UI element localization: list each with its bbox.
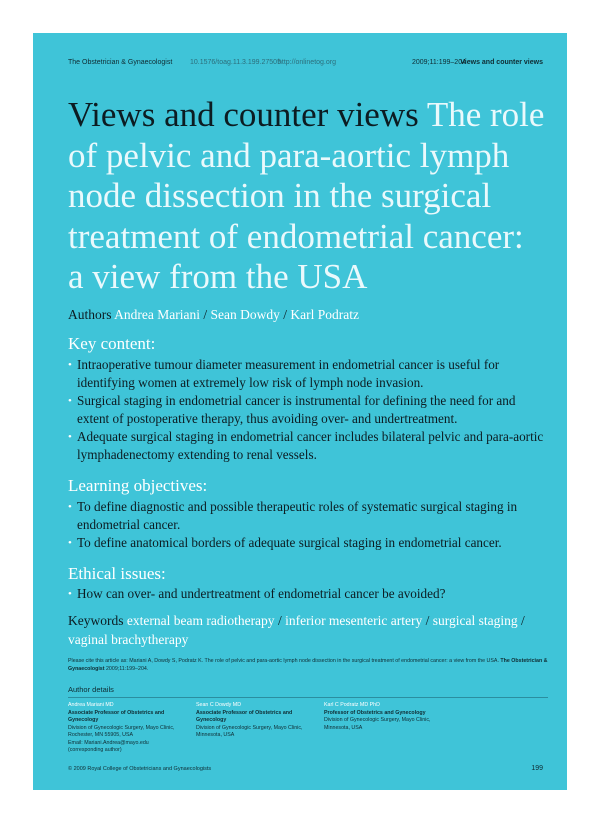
author-detail-card bbox=[196, 702, 321, 740]
citation-note bbox=[68, 657, 548, 673]
keyword-link[interactable]: surgical staging bbox=[432, 613, 518, 628]
author-detail-line: Minnesota, USA bbox=[196, 732, 235, 738]
keyword-link[interactable]: inferior mesenteric artery bbox=[285, 613, 423, 628]
keyword-separator: / bbox=[425, 613, 430, 628]
author-detail-name: Karl C Podratz MD PhD bbox=[324, 702, 380, 708]
copyright-notice: © 2009 Royal College of Obstetricians and Gynaecologists bbox=[68, 766, 212, 772]
author-detail-line: Division of Gynecologic Surgery, Mayo Clinic, bbox=[68, 724, 175, 731]
doi-link[interactable]: 10.1576/toag.11.3.199.27505 bbox=[190, 59, 281, 66]
citation-rest: 2009;11:199–204. bbox=[105, 666, 149, 672]
article-panel bbox=[33, 33, 567, 790]
keywords-line bbox=[68, 611, 548, 649]
list-item: • To define diagnostic and possible therapeutic roles of systematic surgical staging in endometrial cancer. bbox=[68, 498, 550, 534]
author-separator: / bbox=[283, 307, 288, 322]
page-footer bbox=[68, 765, 543, 775]
keyword-link[interactable]: external beam radiotherapy bbox=[126, 613, 275, 628]
volume-pages: 2009;11:199–204 bbox=[412, 59, 466, 66]
title-text: The role of pelvic and para-aortic lymph node dissection in the surgical treatment of endometrial cancer: a view from the USA bbox=[68, 95, 545, 296]
keyword-link[interactable]: vaginal brachytherapy bbox=[68, 632, 189, 647]
learning-objectives-list bbox=[68, 498, 550, 552]
author-detail-role: Associate Professor of Obstetrics and Gynecology bbox=[196, 709, 293, 723]
ethical-issues-heading: Ethical issues: bbox=[68, 564, 166, 583]
author-detail-line: Division of Gynecologic Surgery, Mayo Clinic, bbox=[324, 717, 431, 723]
author-details-label: Author details bbox=[68, 685, 114, 694]
author-detail-role: Professor of Obstetrics and Gynecology bbox=[324, 709, 426, 716]
author-detail-role: Associate Professor of Obstetrics and Gynecology bbox=[68, 709, 165, 723]
keywords-label: Keywords bbox=[68, 613, 124, 628]
author-detail-line: Division of Gynecologic Surgery, Mayo Clinic, bbox=[196, 724, 303, 731]
ethical-issues-list bbox=[68, 585, 550, 603]
author-detail-email[interactable]: Email: Mariani.Andrea@mayo.edu bbox=[68, 739, 149, 746]
list-item: • To define anatomical borders of adequate surgical staging in endometrial cancer. bbox=[68, 534, 550, 552]
author-name[interactable]: Andrea Mariani bbox=[114, 307, 200, 322]
citation-text: Please cite this article as: Mariani A, Dowdy S, Podratz K. The role of pelvic and para-aortic lymph node dissection in the surgical treatment of endometrial cancer: a view from the USA. bbox=[68, 658, 499, 664]
page-number: 199 bbox=[531, 765, 543, 772]
author-line bbox=[68, 307, 359, 323]
author-detail-line: (corresponding author) bbox=[68, 747, 122, 753]
title-section-label: Views and counter views bbox=[68, 95, 419, 134]
author-detail-line: Minnesota, USA bbox=[324, 724, 363, 731]
keyword-separator: / bbox=[521, 613, 525, 628]
author-name[interactable]: Karl Podratz bbox=[290, 307, 359, 322]
key-content-heading: Key content: bbox=[68, 334, 156, 353]
author-detail-name: Sean C Dowdy MD bbox=[196, 702, 242, 708]
author-separator: / bbox=[203, 307, 208, 322]
keyword-separator: / bbox=[277, 613, 282, 628]
list-item: • Surgical staging in endometrial cancer is instrumental for defining the need for and extent of postoperative therapy, thus avoiding over- and undertreatment. bbox=[68, 392, 550, 428]
author-detail-card bbox=[68, 702, 193, 755]
journal-name: The Obstetrician & Gynaecologist bbox=[68, 59, 173, 66]
learning-objectives-heading: Learning objectives: bbox=[68, 476, 208, 495]
author-detail-name: Andrea Mariani MD bbox=[68, 702, 114, 708]
author-detail-line: Rochester, MN 55905, USA bbox=[68, 732, 134, 738]
list-item: • How can over- and undertreatment of endometrial cancer be avoided? bbox=[68, 585, 550, 603]
running-header bbox=[68, 59, 543, 69]
key-content-list bbox=[68, 356, 550, 464]
list-item: • Adequate surgical staging in endometrial cancer includes bilateral pelvic and para-aortic lymphadenectomy extending to renal vessels. bbox=[68, 428, 550, 464]
author-detail-card bbox=[324, 702, 449, 732]
citation-journal: The Obstetrician & Gynaecologist bbox=[68, 658, 548, 672]
list-item: • Intraoperative tumour diameter measurement in endometrial cancer is useful for identifying women at extremely low risk of lymph node invasion. bbox=[68, 356, 550, 392]
author-name[interactable]: Sean Dowdy bbox=[210, 307, 280, 322]
journal-url-link[interactable]: http://onlinetog.org bbox=[278, 59, 336, 66]
article-title bbox=[68, 95, 548, 298]
section-name: Views and counter views bbox=[460, 59, 543, 66]
authors-label: Authors bbox=[68, 307, 112, 322]
author-details-divider bbox=[68, 697, 548, 698]
